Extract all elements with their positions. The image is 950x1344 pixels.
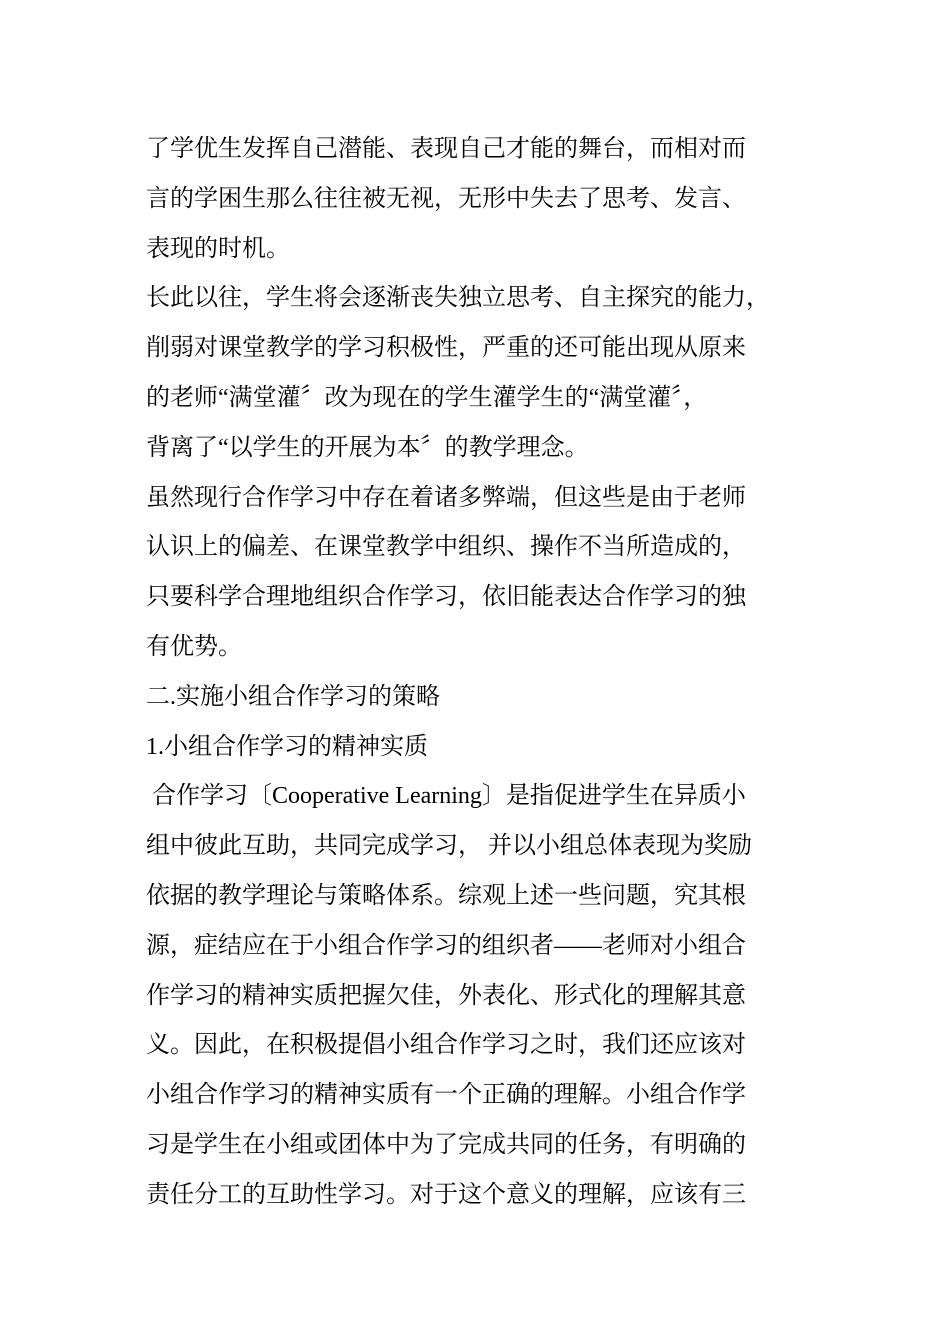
paragraph-line: 削弱对课堂教学的学习积极性，严重的还可能出现从原来 [146,335,746,362]
paragraph-line: 合作学习〔Cooperative Learning〕是指促进学生在异质小 [146,783,746,810]
document-body [146,125,806,1221]
paragraph-line: 长此以往，学生将会逐渐丧失独立思考、自主探究的能力， [146,285,770,312]
paragraph-line: 责任分工的互助性学习。对于这个意义的理解，应该有三 [146,1181,746,1208]
paragraph-line: 习是学生在小组或团体中为了完成共同的任务，有明确的 [146,1131,746,1158]
paragraph-line: 有优势。 [146,633,242,660]
paragraph-line: 源，症结应在于小组合作学习的组织者——老师对小组合 [146,932,746,959]
paragraph-line: 作学习的精神实质把握欠佳，外表化、形式化的理解其意 [146,982,746,1009]
paragraph-line: 义。因此，在积极提倡小组合作学习之时，我们还应该对 [146,1032,746,1059]
section-heading: 二.实施小组合作学习的策略 [146,683,440,710]
paragraph-line: 依据的教学理论与策略体系。综观上述一些问题，究其根 [146,882,746,909]
paragraph-line: 背离了“以学生的开展为本〞的教学理念。 [146,434,589,461]
paragraph-line: 认识上的偏差、在课堂教学中组织、操作不当所造成的， [146,534,746,561]
paragraph-line: 组中彼此互助，共同完成学习， 并以小组总体表现为奖励 [146,833,752,860]
paragraph-line: 的老师“满堂灌〞改为现在的学生灌学生的“满堂灌〞， [146,384,708,411]
paragraph-line: 了学优生发挥自己潜能、表现自己才能的舞台，而相对而 [146,136,746,162]
paragraph-line: 只要科学合理地组织合作学习，依旧能表达合作学习的独 [146,584,746,611]
subsection-heading: 1.小组合作学习的精神实质 [146,733,428,760]
paragraph-line: 虽然现行合作学习中存在着诸多弊端，但这些是由于老师 [146,484,746,511]
paragraph-line: 小组合作学习的精神实质有一个正确的理解。小组合作学 [146,1082,746,1109]
paragraph-line: 表现的时机。 [146,235,290,262]
paragraph-line: 言的学困生那么往往被无视，无形中失去了思考、发言、 [146,185,746,212]
